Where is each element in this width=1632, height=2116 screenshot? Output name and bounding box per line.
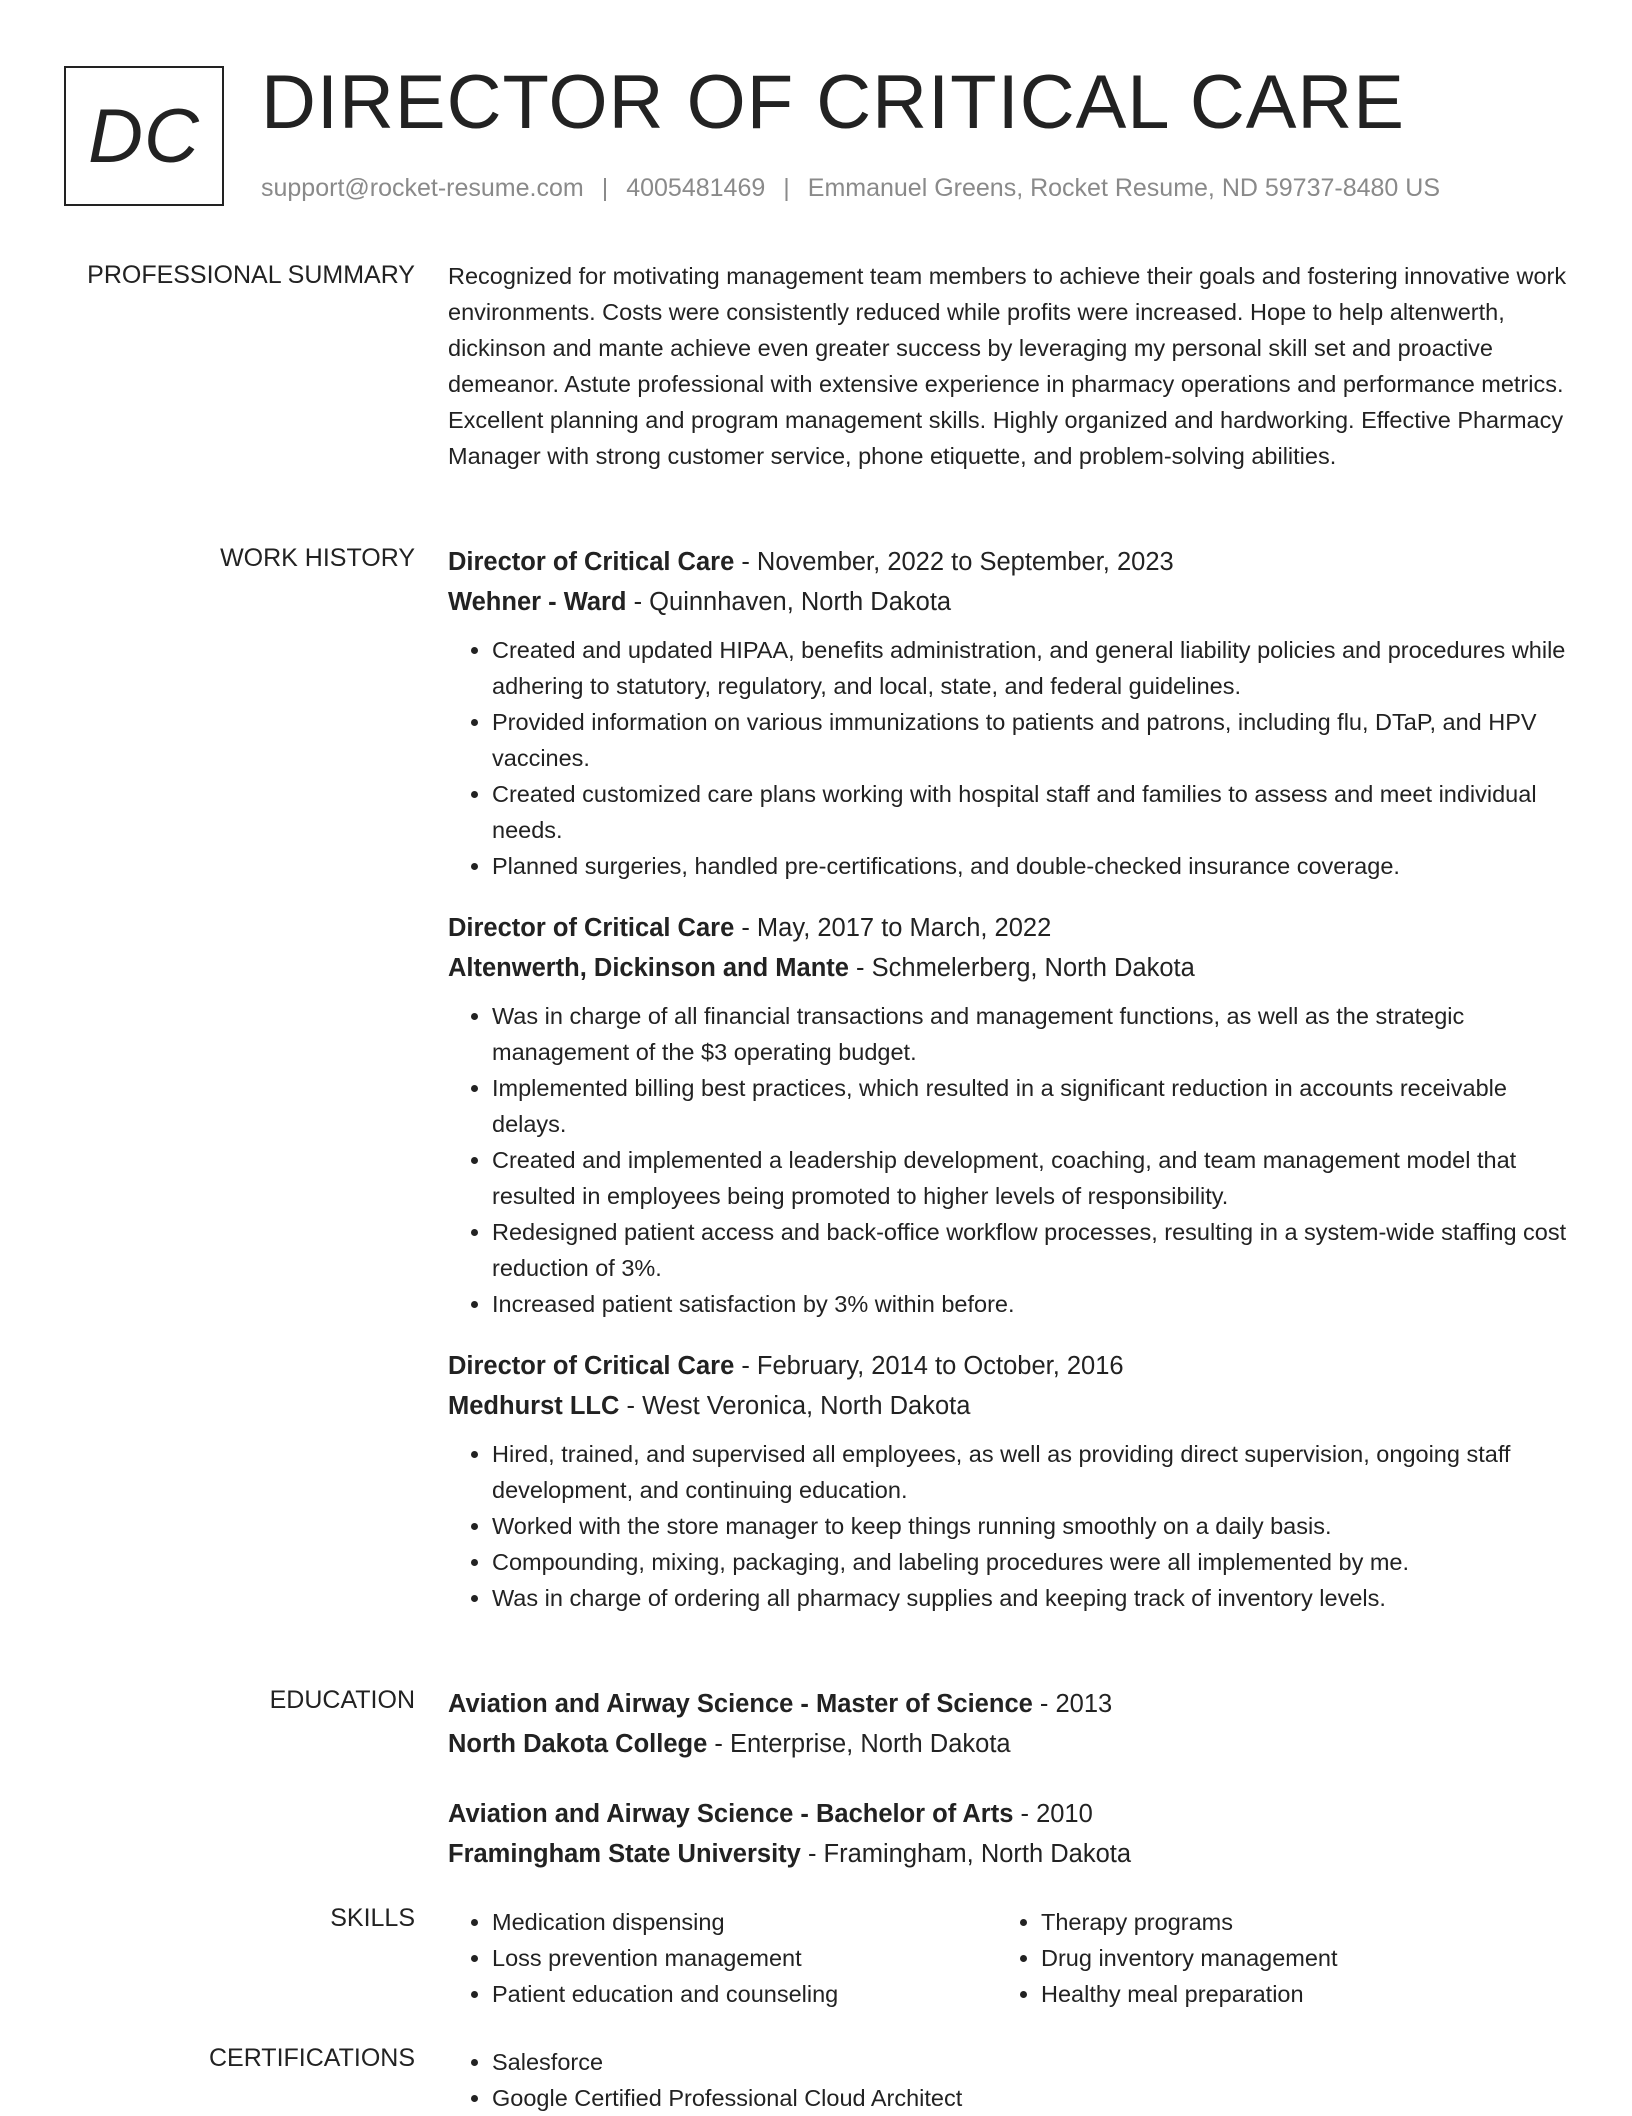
education-year: - 2010: [1013, 1800, 1093, 1828]
job-dates: - May, 2017 to March, 2022: [734, 914, 1052, 942]
skill-item: • Drug inventory management: [1041, 1940, 1546, 1976]
page-title: DIRECTOR OF CRITICAL CARE: [261, 60, 1405, 145]
education-entry: [448, 1794, 1570, 1874]
education-location: - Framingham, North Dakota: [800, 1840, 1132, 1868]
education-entry: [448, 1684, 1570, 1764]
section-label-certifications: CERTIFICATIONS: [208, 2044, 415, 2072]
job-bullet: • Was in charge of ordering all pharmacy supplies and keeping track of inventory levels.: [492, 1580, 1570, 1616]
job-bullets: [448, 998, 1570, 1322]
job-title: Director of Critical Care: [448, 1352, 735, 1380]
education-degree: Aviation and Airway Science - Bachelor of Arts: [448, 1800, 1014, 1828]
section-label-education: EDUCATION: [269, 1686, 415, 1714]
job-dates: - February, 2014 to October, 2016: [734, 1352, 1124, 1380]
education-school: Framingham State University: [448, 1840, 801, 1868]
education-location: - Enterprise, North Dakota: [707, 1730, 1011, 1758]
job-title: Director of Critical Care: [448, 914, 735, 942]
job-dates: - November, 2022 to September, 2023: [734, 548, 1174, 576]
skill-item: • Medication dispensing: [492, 1904, 997, 1940]
education-school: North Dakota College: [448, 1730, 708, 1758]
job-bullet: • Worked with the store manager to keep things running smoothly on a daily basis.: [492, 1508, 1570, 1544]
resume-header: [0, 0, 1632, 230]
job-bullets: [448, 1436, 1570, 1616]
skill-item: • Patient education and counseling: [492, 1976, 997, 2012]
job-bullet: • Hired, trained, and supervised all employees, as well as providing direct supervision, ongoing staff development, and continuing education.: [492, 1436, 1570, 1508]
skills-column: [997, 1904, 1546, 2012]
job-bullet: • Planned surgeries, handled pre-certifications, and double-checked insurance coverage.: [492, 848, 1570, 884]
job-entry: [448, 542, 1570, 884]
certification-item: • Google Certified Professional Cloud Architect: [492, 2080, 1570, 2116]
contact-separator: |: [783, 174, 790, 202]
job-bullet: • Created and updated HIPAA, benefits administration, and general liability policies and procedures while adhering to statutory, regulatory, and local, state, and federal guidelines.: [492, 632, 1570, 704]
job-bullet: • Redesigned patient access and back-office workflow processes, resulting in a system-wide staffing cost reduction of 3%.: [492, 1214, 1570, 1286]
skill-item: • Therapy programs: [1041, 1904, 1546, 1940]
job-bullet: • Was in charge of all financial transactions and management functions, as well as the strategic management of the $3 operating budget.: [492, 998, 1570, 1070]
section-label-work-history: WORK HISTORY: [220, 544, 415, 572]
contact-line: [261, 174, 1440, 203]
job-entry: [448, 1346, 1570, 1616]
skills-column: [448, 1904, 997, 2012]
section-label-skills: SKILLS: [330, 1904, 415, 1932]
summary-text: Recognized for motivating management team members to achieve their goals and fostering innovative work environments. Costs were consistently reduced while profits were increased. Hope to help altenwerth, dickinson and mante achieve even greater success by leveraging my personal skill set and proactive demeanor. Astute professional with extensive experience in pharmacy operations and performance metrics. Excellent planning and program management skills. Highly organized and hardworking. Effective Pharmacy Manager with strong customer service, phone etiquette, and problem-solving abilities.: [448, 263, 1567, 469]
certification-item: • Salesforce: [492, 2044, 1570, 2080]
job-bullet: • Created and implemented a leadership development, coaching, and team management model that resulted in employees being promoted to higher levels of responsibility.: [492, 1142, 1570, 1214]
job-bullet: • Increased patient satisfaction by 3% within before.: [492, 1286, 1570, 1322]
contact-separator: |: [601, 174, 609, 202]
job-bullet: • Provided information on various immunizations to patients and patrons, including flu, DTaP, and HPV vaccines.: [492, 704, 1570, 776]
job-bullet: • Created customized care plans working with hospital staff and families to assess and meet individual needs.: [492, 776, 1570, 848]
certifications-list: [448, 2044, 1570, 2116]
contact-phone: 4005481469: [626, 174, 766, 202]
job-location: - West Veronica, North Dakota: [619, 1392, 971, 1420]
job-location: - Schmelerberg, North Dakota: [848, 954, 1195, 982]
education-year: - 2013: [1032, 1690, 1113, 1718]
contact-email: support@rocket-resume.com: [261, 174, 584, 202]
job-company: Medhurst LLC: [448, 1392, 620, 1420]
education-degree: Aviation and Airway Science - Master of Science: [448, 1690, 1033, 1718]
job-title: Director of Critical Care: [448, 548, 735, 576]
job-bullet: • Compounding, mixing, packaging, and labeling procedures were all implemented by me.: [492, 1544, 1570, 1580]
section-label-summary: PROFESSIONAL SUMMARY: [87, 261, 415, 289]
job-bullets: [448, 632, 1570, 884]
job-company: Wehner - Ward: [448, 588, 627, 616]
job-entry: [448, 908, 1570, 1322]
contact-address: Emmanuel Greens, Rocket Resume, ND 59737-8480 US: [807, 174, 1441, 202]
job-bullet: • Implemented billing best practices, which resulted in a significant reduction in accounts receivable delays.: [492, 1070, 1570, 1142]
job-location: - Quinnhaven, North Dakota: [626, 588, 952, 616]
skill-item: • Loss prevention management: [492, 1940, 997, 1976]
job-company: Altenwerth, Dickinson and Mante: [448, 954, 849, 982]
monogram: DC: [64, 66, 224, 206]
skill-item: • Healthy meal preparation: [1041, 1976, 1546, 2012]
